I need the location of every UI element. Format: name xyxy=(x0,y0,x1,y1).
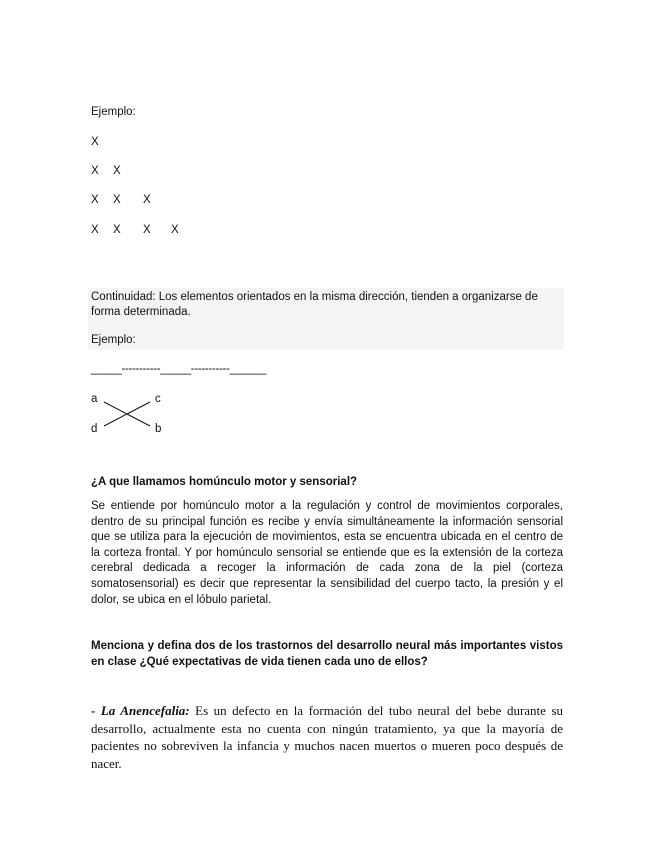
anencefalia-title: La Anencefalia: xyxy=(100,703,190,718)
example-label: Ejemplo: xyxy=(91,106,136,118)
x-mark: X xyxy=(143,194,151,206)
x-mark: X xyxy=(91,136,99,148)
x-mark: X xyxy=(91,165,99,177)
cross-label-c: c xyxy=(155,393,161,405)
anencefalia-prefix: - xyxy=(91,703,101,718)
x-mark: X xyxy=(91,194,99,206)
continuity-example-label: Ejemplo: xyxy=(91,334,136,346)
x-mark: X xyxy=(91,224,99,236)
x-mark: X xyxy=(171,224,179,236)
homunculo-answer: Se entiende por homúnculo motor a la regulación y control de movimientos corporales, dentro de su principal función es recibe y envía simultáneamente la información sensorial que se utiliza para la ejecución de movimientos, esta se encuentra ubicada en el centro de la corteza frontal. Y por homúnculo sensorial se entiende que es la extensión de la corteza cerebral dedicada a recoger la información de cada zona de la piel (corteza somatosensorial) es decir que representar la sensibilidad del cuerpo tacto, la presión y el dolor, se ubica en el lóbulo parietal. xyxy=(91,500,563,606)
cross-lines xyxy=(100,398,154,430)
x-mark: X xyxy=(113,194,121,206)
anencefalia-paragraph xyxy=(91,702,563,772)
x-mark: X xyxy=(113,224,121,236)
dash-line: _____-----------_____-----------______ xyxy=(91,363,267,375)
homunculo-question: ¿A que llamamos homúnculo motor y sensorial? xyxy=(91,476,358,488)
x-mark: X xyxy=(143,224,151,236)
continuity-line-2: forma determinada. xyxy=(91,306,191,318)
anencefalia-text: Es un defecto en la formación del tubo neural del bebe durante su desarrollo, actualmente esta no cuenta con ningún tratamiento, ya que la mayoría de pacientes no sobreviven la infancia y muchos nacen muertos o mueren poco después de nacer. xyxy=(91,703,563,771)
x-mark: X xyxy=(113,165,121,177)
trastornos-question: Menciona y defina dos de los trastornos del desarrollo neural más importantes vistos en clase ¿Qué expectativas de vida tienen cada uno de ellos? xyxy=(91,640,563,668)
cross-label-b: b xyxy=(155,423,162,435)
cross-label-d: d xyxy=(91,423,98,435)
cross-label-a: a xyxy=(91,393,98,405)
continuity-line-1: Continuidad: Los elementos orientados en la misma dirección, tienden a organizarse de xyxy=(91,291,538,303)
